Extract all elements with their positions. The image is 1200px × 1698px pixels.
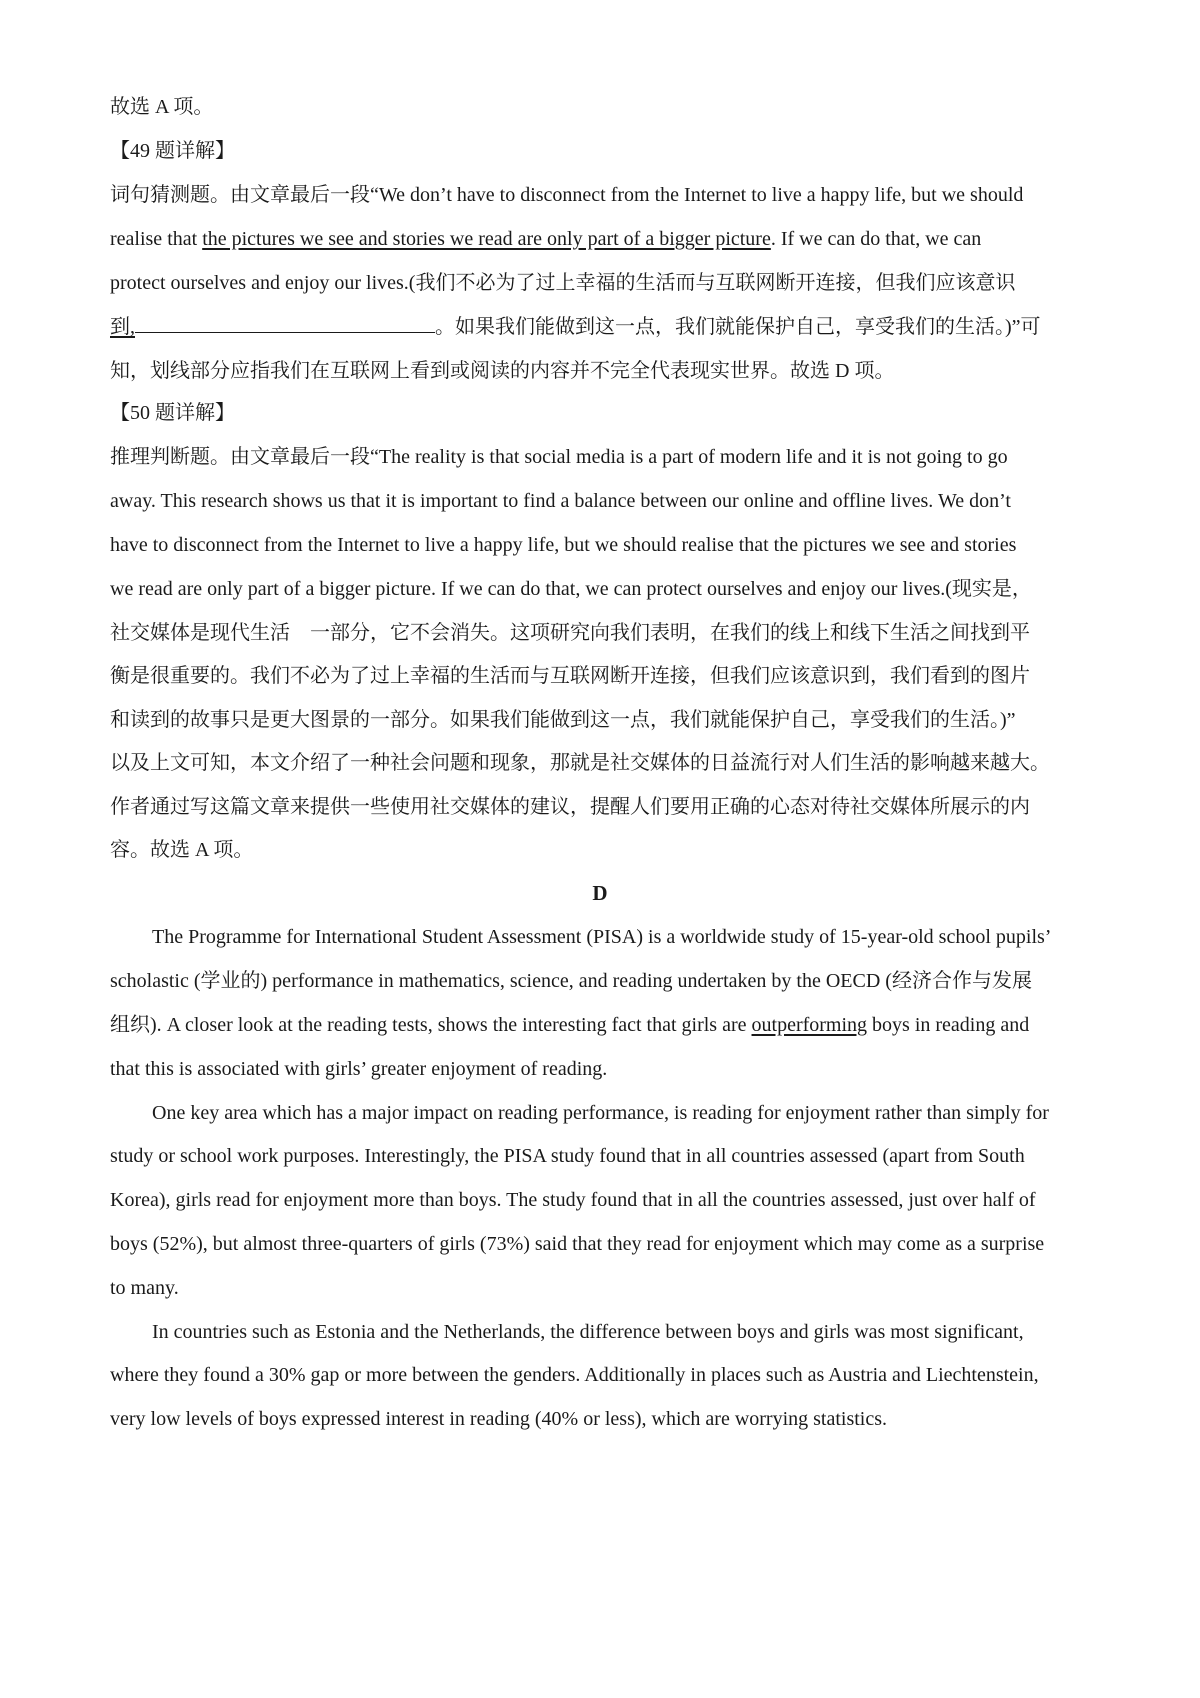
underlined-phrase: the pictures we see and stories we read are only part of a bigger picture	[202, 228, 771, 250]
section-heading-49: 【49 题详解】	[110, 140, 235, 162]
text-line: 容。故选 A 项。	[110, 839, 254, 861]
text-line: away. This research shows us that it is important to find a balance between our online and offline lives. We don’t	[110, 490, 1011, 512]
text-line	[110, 226, 981, 252]
text-line: 以及上文可知，本文介绍了一种社会问题和现象，那就是社交媒体的日益流行对人们生活的影响越来越大。	[110, 752, 1050, 774]
answer-blank	[135, 314, 435, 333]
text-line: we read are only part of a bigger picture. If we can do that, we can protect ourselves and enjoy our lives.(现实是，	[110, 578, 1032, 600]
text-line: boys (52%), but almost three-quarters of girls (73%) said that they read for enjoyment which may come as a surprise	[110, 1233, 1045, 1255]
underlined-word: outperforming	[751, 1014, 868, 1036]
text-line: One key area which has a major impact on reading performance, is reading for enjoyment rather than simply for	[152, 1102, 1049, 1124]
text-line: to many.	[110, 1277, 179, 1299]
text-span: boys in reading and	[867, 1014, 1030, 1036]
text-span: 到,	[110, 316, 135, 338]
text-line: have to disconnect from the Internet to live a happy life, but we should realise that the pictures we see and stories	[110, 534, 1017, 556]
text-line	[110, 314, 1041, 340]
text-line: study or school work purposes. Interestingly, the PISA study found that in all countries assessed (apart from South	[110, 1145, 1025, 1167]
text-line: 和读到的故事只是更大图景的一部分。如果我们能做到这一点，我们就能保护自己，享受我们的生活。)”	[110, 709, 1016, 731]
text-line: 词句猜测题。由文章最后一段“We don’t have to disconnect from the Internet to live a happy life, but we should	[110, 184, 1024, 206]
text-span: realise that	[110, 228, 203, 250]
text-line: 故选 A 项。	[110, 96, 214, 118]
text-line: 知，划线部分应指我们在互联网上看到或阅读的内容并不完全代表现实世界。故选 D 项。	[110, 360, 895, 382]
text-line: that this is associated with girls’ greater enjoyment of reading.	[110, 1058, 608, 1080]
text-line: where they found a 30% gap or more between the genders. Additionally in places such as Austria and Liechtenstein,	[110, 1364, 1039, 1386]
text-line: The Programme for International Student Assessment (PISA) is a worldwide study of 15-year-old school pupils’	[152, 926, 1052, 948]
section-title-d: D	[592, 881, 608, 905]
text-line: In countries such as Estonia and the Netherlands, the difference between boys and girls was most significant,	[152, 1321, 1024, 1343]
text-line: very low levels of boys expressed interest in reading (40% or less), which are worrying statistics.	[110, 1408, 888, 1430]
text-line: 推理判断题。由文章最后一段“The reality is that social media is a part of modern life and it is not going to go	[110, 446, 1008, 468]
text-span: 。如果我们能做到这一点，我们就能保护自己，享受我们的生活。)”可	[435, 316, 1041, 338]
text-line: scholastic (学业的) performance in mathematics, science, and reading undertaken by the OECD (经济合作与发展	[110, 970, 1032, 992]
text-span: . If we can do that, we can	[770, 228, 982, 250]
text-line: Korea), girls read for enjoyment more than boys. The study found that in all the countries assessed, just over half of	[110, 1189, 1036, 1211]
text-line: 衡是很重要的。我们不必为了过上幸福的生活而与互联网断开连接，但我们应该意识到，我们看到的图片	[110, 665, 1030, 687]
text-line: 社交媒体是现代生活 一部分，它不会消失。这项研究向我们表明，在我们的线上和线下生活之间找到平	[110, 622, 1030, 644]
text-line	[110, 1012, 1029, 1038]
text-line: 作者通过写这篇文章来提供一些使用社交媒体的建议，提醒人们要用正确的心态对待社交媒体所展示的内	[110, 796, 1030, 818]
section-heading-50: 【50 题详解】	[110, 402, 235, 424]
text-line: protect ourselves and enjoy our lives.(我们不必为了过上幸福的生活而与互联网断开连接，但我们应该意识	[110, 272, 1016, 294]
text-span: 组织). A closer look at the reading tests, shows the interesting fact that girls are	[110, 1014, 752, 1036]
